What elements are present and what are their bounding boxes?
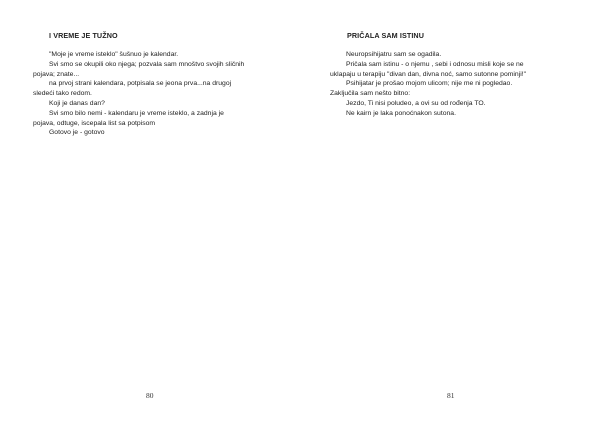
page-number: 81 (447, 391, 455, 400)
text-line: pojava; znate... (33, 70, 80, 78)
text-line: "Moje je vreme isteklo" šušnuo je kalendar. (49, 51, 179, 58)
text-line: uklapaju u terapiju "divan dan, divna noć, samo sutonne pominji!" (330, 70, 527, 78)
left-page-body (33, 50, 278, 138)
text-line: Pričala sam istinu - o njemu , sebi i odnosu misli koje se ne (346, 60, 524, 68)
text-line: Jezdo, Ti nisi poludeo, a ovi su od rođenja TO. (346, 99, 486, 107)
right-page-title: PRIČALA SAM ISTINU (347, 31, 425, 40)
text-line: Psihijatar je prošao mojom ulicom; nije me ni pogledao. (346, 80, 513, 88)
text-line: Ne kairn je laka ponoćnakon sutona. (346, 109, 456, 117)
right-page-body (330, 50, 592, 119)
page-number: 80 (146, 391, 154, 400)
text-line: Neuropsihijatru sam se ogadila. (346, 51, 442, 58)
left-page-title: I VREME JE TUŽNO (49, 31, 118, 40)
text-line: sledeći tako redom. (33, 90, 92, 98)
right-page (300, 0, 600, 428)
text-line: Svi smo se okupili oko njega; pozvala sam mnoštvo svojih sličnih (49, 60, 245, 68)
text-line: Svi smo bilo nemi - kalendaru je vreme isteklo, a zadnja je (49, 109, 224, 117)
text-line: Zaključila sam nešto bitno: (330, 90, 411, 98)
text-line: Koji je danas dan? (49, 99, 105, 107)
text-line: na prvoj strani kalendara, potpisala se jeona prva...na drugoj (49, 80, 232, 88)
text-line: Gotovo je - gotovo (49, 129, 105, 137)
text-line: pojava, odtuge, iscepala list sa potpisom (33, 119, 156, 127)
